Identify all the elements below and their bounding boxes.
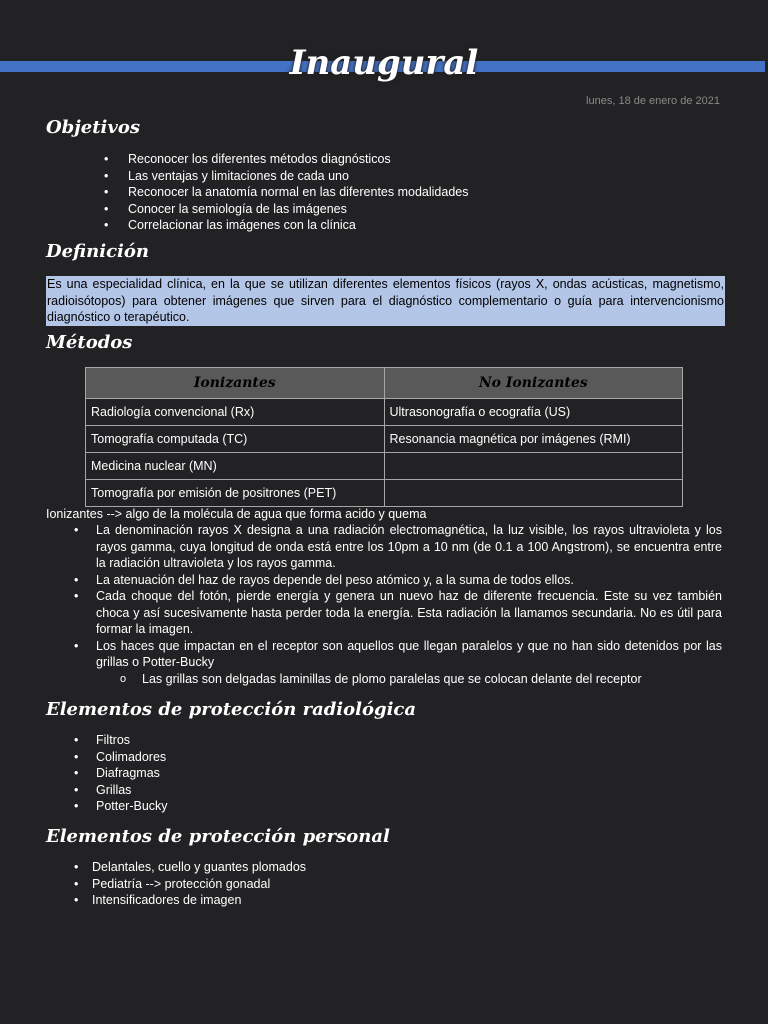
page-date: lunes, 18 de enero de 2021 xyxy=(586,95,720,107)
list-item: • Los haces que impactan en el receptor son aquellos que llegan paralelos y que no han sido detenidos por las grillas o Potter-Bucky xyxy=(96,638,722,671)
list-subitem: o Las grillas son delgadas laminillas de plomo paralelas que se colocan delante del receptor xyxy=(142,671,722,688)
table-row xyxy=(86,480,683,507)
heading-definicion: Definición xyxy=(46,241,149,262)
list-item: • Intensificadores de imagen xyxy=(92,892,306,909)
proteccion-radiologica-list xyxy=(96,732,168,815)
list-item: • Delantales, cuello y guantes plomados xyxy=(92,859,306,876)
table-cell: Resonancia magnética por imágenes (RMI) xyxy=(384,426,683,453)
table-cell: Tomografía computada (TC) xyxy=(86,426,385,453)
list-item: • Diafragmas xyxy=(96,765,168,782)
list-item: • Cada choque del fotón, pierde energía y genera un nuevo haz de diferente frecuencia. Este su vez también choca y así sucesivamente hasta perder toda la energía. Esta radiación la llamamos secundaria. No es útil para formar la imagen. xyxy=(96,588,722,638)
table-header-row xyxy=(86,368,683,399)
proteccion-personal-list xyxy=(92,859,306,909)
list-item: • Reconocer los diferentes métodos diagnósticos xyxy=(128,151,468,168)
list-item: • Correlacionar las imágenes con la clínica xyxy=(128,217,468,234)
heading-proteccion-radiologica: Elementos de protección radiológica xyxy=(46,699,417,720)
ionizantes-list xyxy=(96,522,722,687)
table-cell xyxy=(384,480,683,507)
list-item: • Pediatría --> protección gonadal xyxy=(92,876,306,893)
heading-objetivos: Objetivos xyxy=(46,117,140,138)
list-item: • Colimadores xyxy=(96,749,168,766)
column-header-no-ionizantes: No Ionizantes xyxy=(384,368,683,399)
ionizantes-intro: Ionizantes --> algo de la molécula de agua que forma acido y quema xyxy=(46,507,427,521)
list-item: • Conocer la semiología de las imágenes xyxy=(128,201,468,218)
table-cell: Medicina nuclear (MN) xyxy=(86,453,385,480)
list-item: • Las ventajas y limitaciones de cada uno xyxy=(128,168,468,185)
heading-proteccion-personal: Elementos de protección personal xyxy=(46,826,390,847)
page-title: Inaugural xyxy=(289,43,479,83)
table-row xyxy=(86,453,683,480)
table-cell: Ultrasonografía o ecografía (US) xyxy=(384,399,683,426)
table-cell: Tomografía por emisión de positrones (PET) xyxy=(86,480,385,507)
list-item: • Grillas xyxy=(96,782,168,799)
table-row xyxy=(86,426,683,453)
column-header-ionizantes: Ionizantes xyxy=(86,368,385,399)
definition-paragraph: Es una especialidad clínica, en la que se utilizan diferentes elementos físicos (rayos X, ondas acústicas, magnetismo, radioisótopos) para obtener imágenes que sirven para el diagnóstico complementario o guía para intervencionismo diagnóstico o terapéutico. xyxy=(47,277,724,324)
table-cell: Radiología convencional (Rx) xyxy=(86,399,385,426)
heading-metodos: Métodos xyxy=(46,332,133,353)
list-item: • Potter-Bucky xyxy=(96,798,168,815)
table-cell xyxy=(384,453,683,480)
list-item: • Reconocer la anatomía normal en las diferentes modalidades xyxy=(128,184,468,201)
list-item: • La atenuación del haz de rayos depende del peso atómico y, a la suma de todos ellos. xyxy=(96,572,722,589)
metodos-table xyxy=(85,367,683,507)
list-item: • La denominación rayos X designa a una radiación electromagnética, la luz visible, los rayos ultravioleta y los rayos gamma, cuya longitud de onda está entre los 10pm a 10 nm (de 0.1 a 100 Angstrom), se encuentra entre la radiación ultravioleta y los rayos gamma. xyxy=(96,522,722,572)
objetivos-list xyxy=(128,151,468,234)
table-row xyxy=(86,399,683,426)
list-item: • Filtros xyxy=(96,732,168,749)
